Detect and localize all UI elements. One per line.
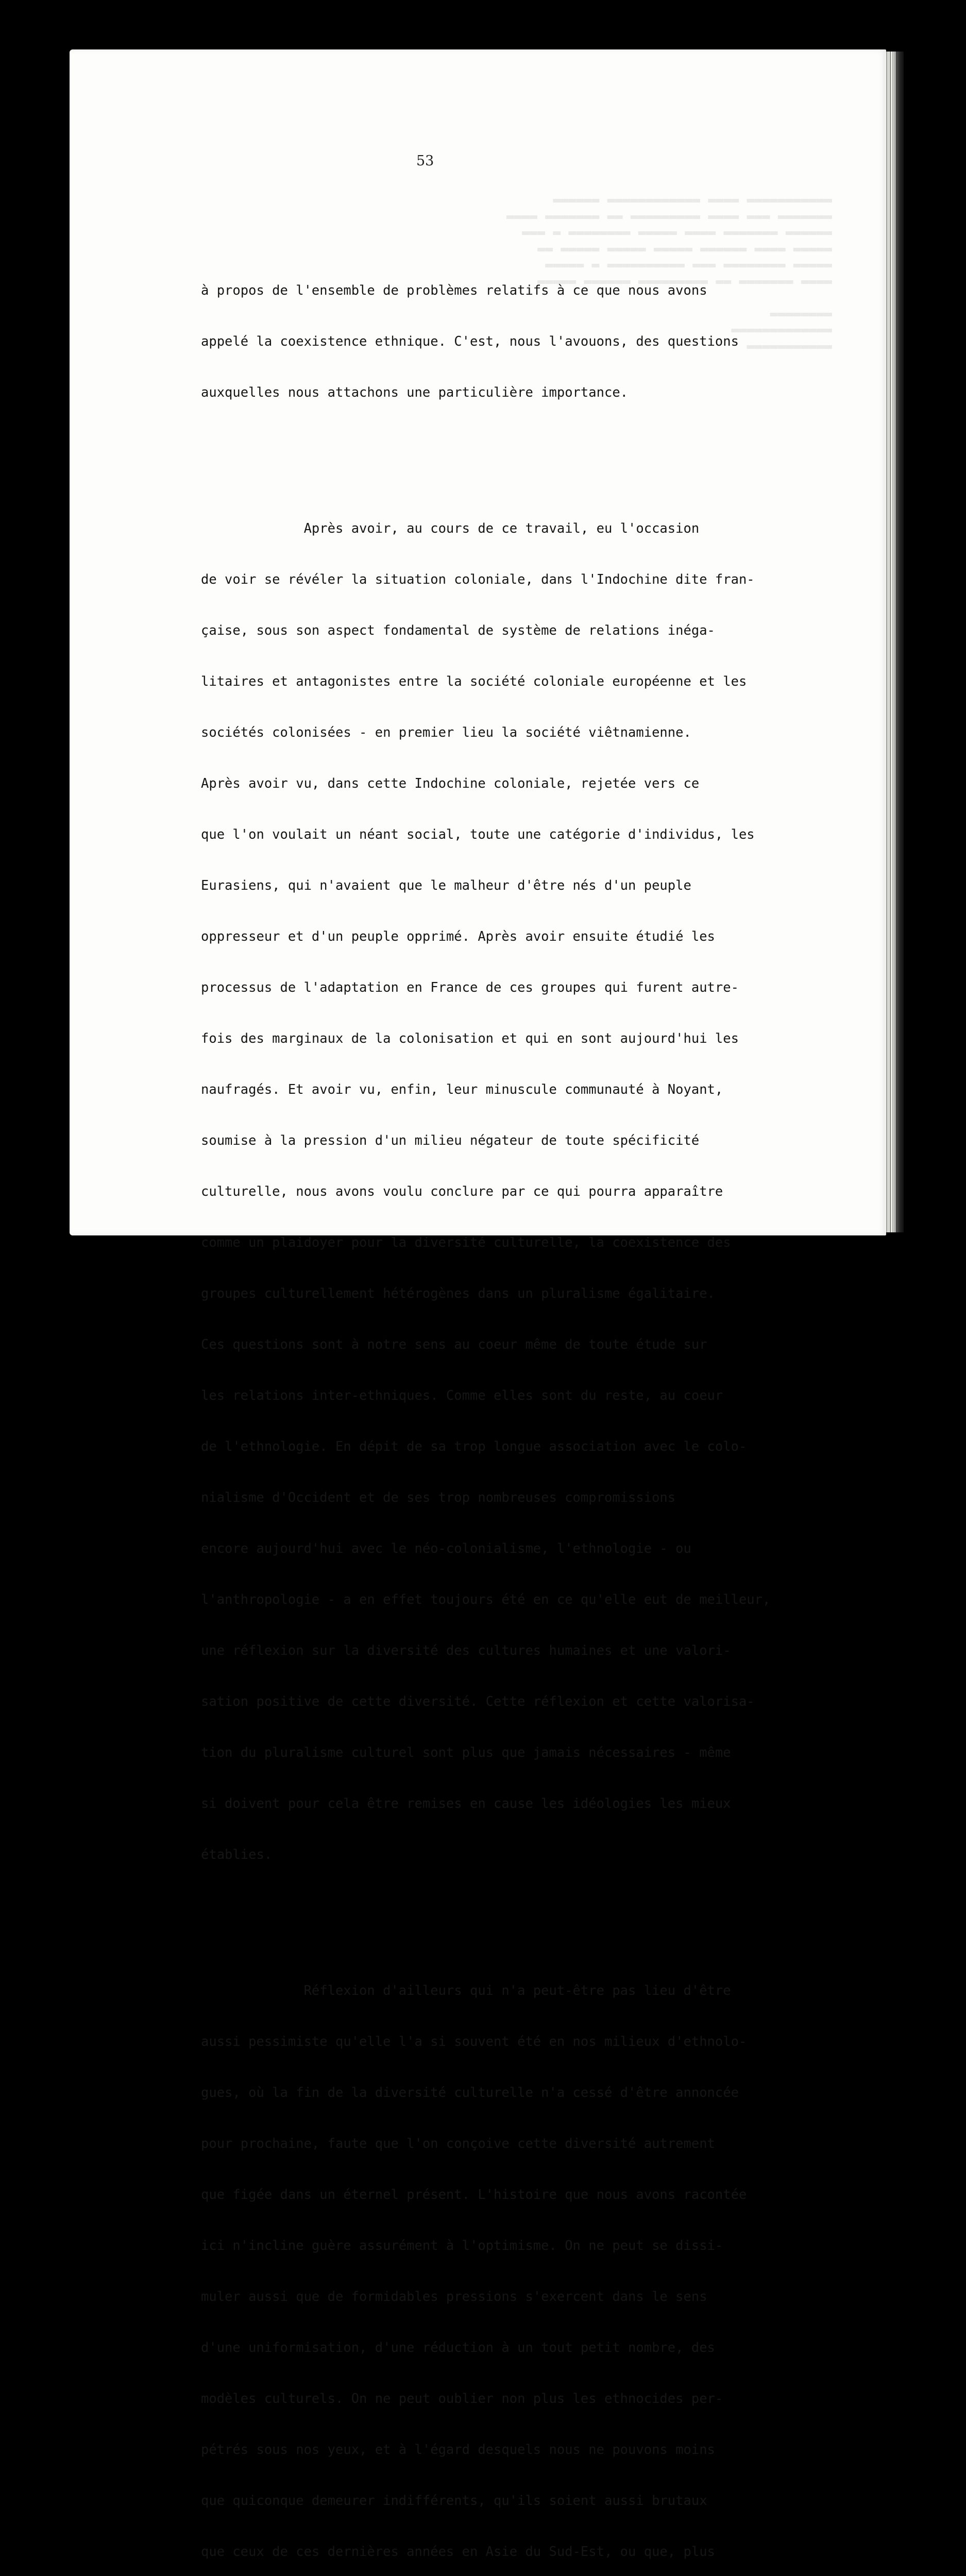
text-line: que l'on voulait un néant social, toute une catégorie d'individus, les [201,827,755,842]
text-line: sociétés colonisées - en premier lieu la société viêtnamienne. [201,725,691,740]
text-line: de l'ethnologie. En dépit de sa trop longue association avec le colo- [201,1439,747,1454]
page-edge-shadow [895,52,904,1232]
text-line: Réflexion d'ailleurs qui n'a peut-être pas lieu d'être [201,1983,731,1998]
text-line: culturelle, nous avons voulu conclure par ce qui pourra apparaître [201,1184,723,1199]
paragraph [201,1948,804,2576]
text-line: litaires et antagonistes entre la société coloniale européenne et les [201,674,747,689]
text-line: Eurasiens, qui n'avaient que le malheur d'être nés d'un peuple [201,878,691,893]
text-line: de voir se révéler la situation coloniale, dans l'Indochine dite fran- [201,572,755,587]
text-line: soumise à la pression d'un milieu négateur de toute spécificité [201,1133,700,1148]
text-line: Après avoir vu, dans cette Indochine coloniale, rejetée vers ce [201,776,700,791]
page-number: 53 [416,153,434,169]
text-line: naufragés. Et avoir vu, enfin, leur minuscule communauté à Noyant, [201,1082,723,1097]
text-line: gues, où la fin de la diversité culturelle n'a cessé d'être annoncée [201,2085,739,2100]
text-line: ici n'incline guère assurément à l'optimisme. On ne peut se dissi- [201,2238,723,2253]
text-line: appelé la coexistence ethnique. C'est, nous l'avouons, des questions [201,334,739,349]
text-line: nialisme d'Occident et de ses trop nombreuses compromissions [201,1490,676,1505]
text-line: une réflexion sur la diversité des cultures humaines et une valori- [201,1643,731,1658]
body-text [201,214,804,2576]
text-line: à propos de l'ensemble de problèmes relatifs à ce que nous avons [201,283,707,298]
text-line: sation positive de cette diversité. Cette réflexion et cette valorisa- [201,1694,755,1709]
text-line: muler aussi que de formidables pressions s'exercent dans le sens [201,2289,707,2304]
text-line: tion du pluralisme culturel sont plus que jamais nécessaires - même [201,1745,731,1760]
text-line: pour prochaine, faute que l'on conçoive cette diversité autrement [201,2136,715,2151]
text-line: d'une uniformisation, d'une réduction à un tout petit nombre, des [201,2340,715,2355]
text-line: l'anthropologie - a en effet toujours été en ce qu'elle eut de meilleur, [201,1592,771,1607]
text-line: que figée dans un éternel présent. L'histoire que nous avons racontée [201,2187,747,2202]
text-line: Ces questions sont à notre sens au coeur même de toute étude sur [201,1337,707,1352]
text-line: que quiconque demeurer indifférents, qu'ils soient aussi brutaux [201,2493,707,2509]
text-line: pétrés sous nos yeux, et à l'égard desquels nous ne pouvons moins [201,2442,715,2458]
text-line: Après avoir, au cours de ce travail, eu l'occasion [201,521,700,536]
text-line: çaise, sous son aspect fondamental de système de relations inéga- [201,623,715,638]
text-line: les relations inter-ethniques. Comme elles sont du reste, au coeur [201,1388,723,1403]
text-line: fois des marginaux de la colonisation et qui en sont aujourd'hui les [201,1031,739,1046]
text-line: aussi pessimiste qu'elle l'a si souvent été en nos milieux d'ethnolo- [201,2034,747,2049]
text-line: établies. [201,1847,273,1862]
text-line: auxquelles nous attachons une particulière importance. [201,385,629,400]
paragraph [201,248,804,435]
text-line: groupes culturellement hétérogènes dans un pluralisme égalitaire. [201,1286,715,1301]
text-line: oppresseur et d'un peuple opprimé. Après avoir ensuite étudié les [201,929,715,944]
text-line: que ceux de ces dernières années en Asie du Sud-Est, ou que, plus [201,2544,715,2560]
paragraph [201,486,804,1897]
text-line: processus de l'adaptation en France de ces groupes qui furent autre- [201,980,739,995]
text-line: encore aujourd'hui avec le néo-colonialisme, l'ethnologie - ou [201,1541,691,1556]
text-line: modèles culturels. On ne peut oublier non plus les ethnocides per- [201,2391,723,2406]
text-line: si doivent pour cela être remises en cause les idéologies les mieux [201,1796,731,1811]
text-line: comme un plaidoyer pour la diversité culturelle, la coexistence des [201,1235,731,1250]
